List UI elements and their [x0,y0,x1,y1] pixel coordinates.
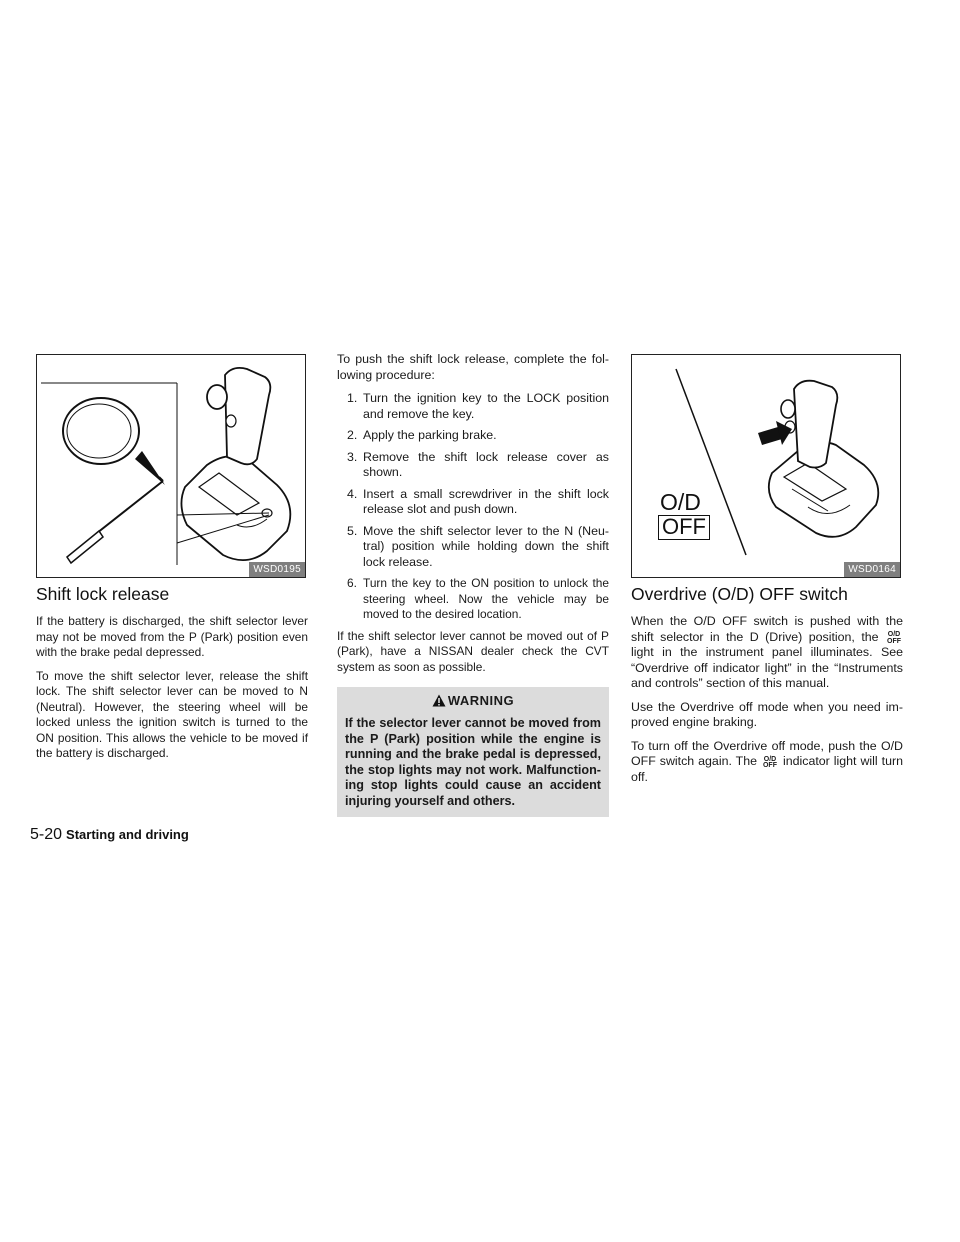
procedure-steps [337,391,609,623]
overdrive-heading: Overdrive (O/D) OFF switch [631,584,848,604]
step-item: 6. Turn the key to the ON position to unlock the steering wheel. Now the vehicle may be moved to the desired location. [347,576,609,621]
od-figure-label: O/D [660,489,701,515]
procedure-intro: To push the shift lock release, complete the fol-lowing procedure: [337,352,609,382]
figure-code: WSD0164 [844,562,900,577]
left-column [36,354,308,770]
section-title: Starting and driving [66,827,189,842]
right-column [631,354,903,793]
od-off-figure [631,354,901,578]
page-footer [30,826,189,844]
warning-text: If the selector lever cannot be moved from the P (Park) position while the engine is running and the brake pedal is depressed, the stop lights may not work. Malfunction-ing stop lights could cause an accident injuring yourself and others. [345,716,601,808]
warning-heading: WARNING [345,693,601,708]
figure-code: WSD0195 [249,562,305,577]
step-item: 5. Move the shift selector lever to the N (Neu-tral) position while holding down the shift lock release. [347,523,609,569]
step-item: 1. Turn the ignition key to the LOCK position and remove the key. [347,391,609,421]
step-item: 3. Remove the shift lock release cover as shown. [347,449,609,479]
step-item: 4. Insert a small screwdriver in the shift lock release slot and push down. [347,486,609,516]
warning-icon [432,694,446,707]
shift-lock-figure [36,354,306,578]
overdrive-para-2: Use the Overdrive off mode when you need im-proved engine braking. [631,699,903,729]
od-switch-illustration [632,355,901,578]
off-figure-label: OFF [658,515,710,540]
shift-lock-para-1: If the battery is discharged, the shift selector lever may not be moved from the P (Park) position even with the brake pedal depressed. [36,614,308,659]
od-off-indicator-icon: O/D OFF [762,755,777,769]
shift-lock-para-2: To move the shift selector lever, release the shift lock. The shift selector lever can be moved to N (Neutral). However, the steering wheel will be locked unless the ignition switch is turned to the ON position. This allows the vehicle to be moved if the battery is discharged. [36,668,308,760]
middle-column [337,352,609,817]
od-off-indicator-icon: O/D OFF [887,631,901,645]
warning-box [337,687,609,817]
shift-lock-illustration [37,355,306,578]
overdrive-para-1: When the O/D OFF switch is pushed with the shift selector in the D (Drive) position, the O/D OFF light in the instrument panel illuminates. See “Overdrive off indicator light” in the “Instruments and controls” section of this manual. [631,614,903,690]
overdrive-para-3: To turn off the Overdrive off mode, push the O/D OFF switch again. The O/D OFF indicator light will turn off. [631,738,903,784]
procedure-after: If the shift selector lever cannot be moved out of P (Park), have a NISSAN dealer check the CVT system as soon as possible. [337,628,609,674]
step-item: 2. Apply the parking brake. [347,428,497,442]
shift-lock-heading: Shift lock release [36,584,170,604]
page-number: 5-20 [30,826,63,843]
